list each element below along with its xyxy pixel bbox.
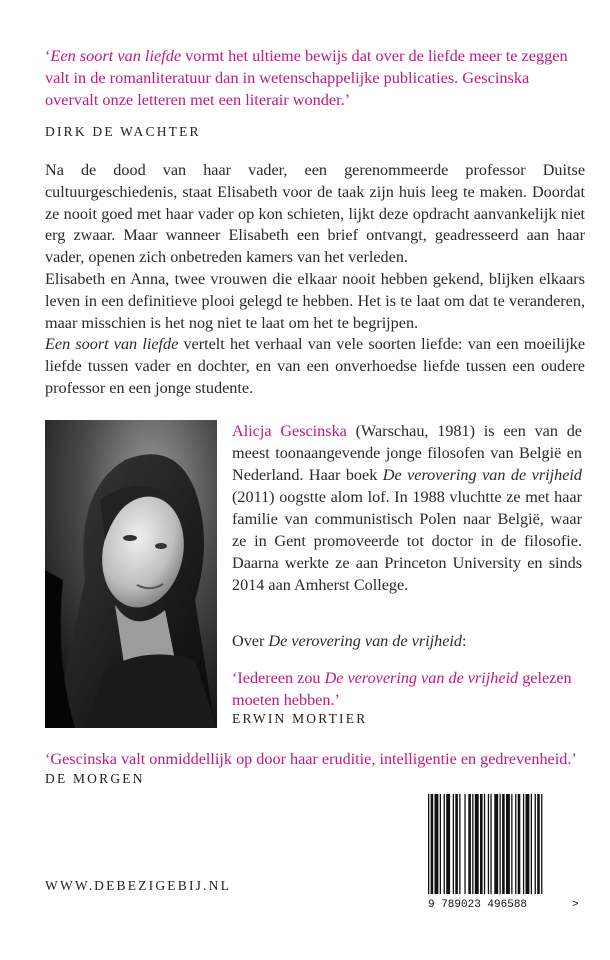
top-quote: [45, 45, 585, 111]
blurb-paragraph-3: [45, 334, 585, 399]
over-prefix: Over: [232, 632, 269, 650]
mid-quote-attribution: ERWIN MORTIER: [232, 711, 368, 726]
mid-quote-open: ‘Iedereen zou: [232, 669, 325, 687]
bottom-quote: ‘Gescinska valt onmiddellijk op door haar eruditie, intelligentie en gedrevenheid.’: [45, 750, 577, 768]
over-heading: [232, 630, 466, 652]
over-suffix: :: [461, 632, 467, 650]
bottom-quote-attribution: DE MORGEN: [45, 771, 145, 786]
publisher-website: WWW.DEBEZIGEBIJ.NL: [45, 878, 232, 893]
bio-book-title: De verovering van de vrijheid: [382, 466, 582, 484]
barcode-digits: 9 789023 496588: [428, 899, 528, 910]
mid-quote-title: De verovering van de vrijheid: [324, 669, 519, 687]
top-quote-open: ‘: [45, 46, 51, 65]
top-quote-title: Een soort van liefde: [50, 46, 182, 65]
over-title: De verovering van de vrijheid: [268, 632, 462, 650]
bio-text-1: (Warschau, 1981) is een van de meest toonaangevende jonge filosofen van België en Nederland. Haar boek: [232, 422, 582, 484]
author-name: Alicja Gescinska: [232, 422, 347, 440]
mid-quote: [232, 667, 582, 711]
author-photo: [45, 420, 217, 728]
blurb-paragraph-2: Elisabeth en Anna, twee vrouwen die elkaar nooit hebben gekend, blijken elkaars leven in een definitieve plooi gelegd te hebben. Het is te laat om dat te veranderen, maar misschien is het nog niet te laat om het te begrijpen.: [45, 269, 585, 332]
bio-text-2: (2011) oogstte alom lof. In 1988 vluchtte ze met haar familie van communistisch Polen naar België, waar ze in Gent promoveerde tot doctor in de filosofie. Daarna werkte ze aan Princeton University en sinds 2014 aan Amherst College.: [232, 488, 582, 594]
blurb: [45, 160, 585, 400]
top-quote-text: vormt het ultieme bewijs dat over de liefde meer te zeggen valt in de romanliteratuur dan in wetenschappelijke publicaties. Gescinska overvalt onze letteren met een literair wonder.’: [45, 46, 568, 109]
author-bio: [232, 420, 582, 596]
blurb-paragraph-1: Na de dood van haar vader, een gerenommeerde professor Duitse cultuurgeschiedenis, staat Elisabeth voor de taak zijn huis leeg te maken. Doordat ze nooit goed met haar vader op kon schieten, lijkt deze opdracht aanvankelijk niet erg zwaar. Maar wanneer Elisabeth een brief ontvangt, geadresseerd aan haar vader, openen zich onbetreden kamers van het verleden.: [45, 161, 585, 267]
blurb-paragraph-3-text: vertelt het verhaal van vele soorten liefde: van een moeilijke liefde tussen vader en dochter, en van een onverhoedse liefde tussen een oudere professor en een jonge studente.: [45, 335, 585, 397]
author-portrait-image: [45, 420, 217, 728]
mid-quote-text: gelezen moeten hebben.’: [232, 669, 572, 709]
barcode-arrow: >: [572, 899, 579, 910]
blurb-title: Een soort van liefde: [45, 335, 179, 354]
top-quote-attribution: DIRK DE WACHTER: [45, 124, 201, 139]
barcode-bars: [420, 790, 585, 910]
isbn-barcode: [420, 790, 585, 910]
